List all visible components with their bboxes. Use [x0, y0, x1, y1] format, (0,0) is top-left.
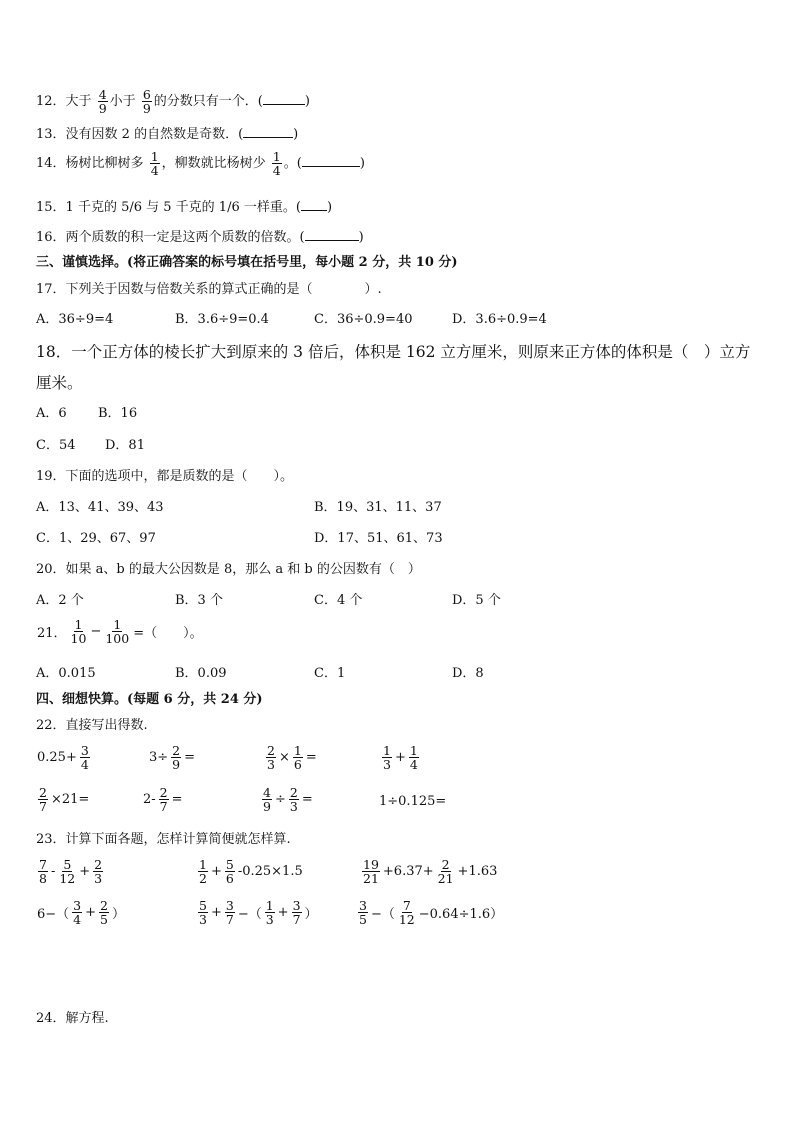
- option-c[interactable]: C．1: [314, 666, 346, 681]
- fraction: $\frac{6}{9}$: [142, 87, 151, 117]
- fraction: $\frac{2}{3}$: [267, 743, 275, 773]
- option-d[interactable]: D．8: [452, 666, 484, 681]
- calc-item: $\frac{1}{2}$ + $\frac{5}{6}$ -0.25×1.5: [199, 857, 303, 887]
- option-b[interactable]: B．3 个: [175, 593, 223, 608]
- fraction: $\frac{7}{12}$: [398, 898, 415, 928]
- option-a[interactable]: A．2 个: [36, 593, 84, 608]
- option-a[interactable]: A．36÷9=4: [36, 312, 114, 327]
- fraction: $\frac{4}{9}$: [98, 87, 107, 117]
- answer-blank[interactable]: [302, 154, 360, 167]
- question-16: 16．两个质数的积一定是这两个质数的倍数。( ): [36, 230, 364, 245]
- fraction: $\frac{1}{4}$: [409, 743, 418, 773]
- option-d[interactable]: D．3.6÷0.9=4: [452, 312, 547, 327]
- option-b[interactable]: B．16: [98, 406, 138, 421]
- fraction: $\frac{2}{3}$: [94, 857, 103, 887]
- section-4-heading: 四、细想快算。(每题 6 分，共 24 分): [36, 692, 263, 707]
- fraction: $\frac{1}{3}$: [265, 898, 274, 928]
- calc-item: $\frac{2}{3}$ × $\frac{1}{6}$ =: [267, 743, 317, 773]
- fraction: $\frac{7}{8}$: [39, 857, 47, 887]
- question-20: 20．如果 a、b 的最大公因数是 8，那么 a 和 b 的公因数有（ ）: [36, 562, 421, 577]
- option-b[interactable]: B．3.6÷9=0.4: [175, 312, 269, 327]
- calc-item: $\frac{2}{7}$ ×21=: [39, 785, 90, 815]
- section-3-heading: 三、谨慎选择。(将正确答案的标号填在括号里，每小题 2 分，共 10 分): [36, 255, 458, 270]
- option-c[interactable]: C．54: [36, 438, 76, 453]
- calc-item: 1÷0.125=: [379, 794, 447, 809]
- fraction: $\frac{4}{9}$: [263, 785, 271, 815]
- option-c[interactable]: C．36÷0.9=40: [314, 312, 413, 327]
- question-14: 14．杨树比柳树多 $\frac{1}{4}$ ，柳数就比杨树少 $\frac{1}{4}$ 。( ): [36, 149, 365, 179]
- option-a[interactable]: A．6: [36, 406, 67, 421]
- option-c[interactable]: C．4 个: [314, 593, 363, 608]
- fraction: $\frac{2}{9}$: [172, 743, 181, 773]
- calc-item: $\frac{4}{9}$ ÷ $\frac{2}{3}$ =: [263, 785, 313, 815]
- question-22: 22．直接写出得数.: [36, 718, 148, 733]
- fraction: $\frac{2}{7}$: [39, 785, 47, 815]
- answer-blank[interactable]: [301, 198, 327, 211]
- question-13: 13．没有因数 2 的自然数是奇数．( ): [36, 127, 299, 142]
- calc-item: $\frac{3}{5}$ −（ $\frac{7}{12}$ −0.64÷1.6）: [359, 898, 504, 928]
- question-12: 12．大于 $\frac{4}{9}$ 小于 $\frac{6}{9}$ 的分数只有一个．( ): [36, 87, 310, 117]
- question-17: 17．下列关于因数与倍数关系的算式正确的是（ ）.: [36, 282, 382, 297]
- fraction: $\frac{1}{3}$: [383, 743, 391, 773]
- calc-item: $\frac{19}{21}$ +6.37+ $\frac{2}{21}$ +1.63: [363, 857, 498, 887]
- question-21: 21． $\frac{1}{10}$ − $\frac{1}{100}$ =（ ）。: [37, 617, 203, 647]
- fraction: $\frac{1}{6}$: [293, 743, 302, 773]
- fraction: $\frac{1}{4}$: [150, 149, 159, 179]
- answer-blank[interactable]: [263, 92, 305, 105]
- fraction: $\frac{3}{4}$: [80, 743, 89, 773]
- fraction: $\frac{3}{5}$: [359, 898, 367, 928]
- fraction: $\frac{3}{7}$: [292, 898, 301, 928]
- fraction: $\frac{1}{100}$: [105, 617, 130, 647]
- answer-blank[interactable]: [243, 125, 293, 138]
- fraction: $\frac{3}{7}$: [225, 898, 234, 928]
- calc-item: $\frac{5}{3}$ + $\frac{3}{7}$ −（ $\frac{1}{3}$ + $\frac{3}{7}$ ）: [199, 898, 318, 928]
- option-a[interactable]: A．13、41、39、43: [36, 500, 164, 515]
- fraction: $\frac{2}{7}$: [159, 785, 168, 815]
- question-15: 15．1 千克的 5/6 与 5 千克的 1/6 一样重。( ): [36, 200, 333, 215]
- question-23: 23．计算下面各题，怎样计算简便就怎样算.: [36, 832, 291, 847]
- calc-item: 0.25+ $\frac{3}{4}$: [37, 743, 89, 773]
- fraction: $\frac{1}{2}$: [199, 857, 207, 887]
- calc-item: 3÷ $\frac{2}{9}$ =: [149, 743, 196, 773]
- fraction: $\frac{5}{3}$: [199, 898, 207, 928]
- fraction: $\frac{1}{10}$: [70, 617, 87, 647]
- question-18-line-2: 厘米。: [36, 374, 83, 392]
- question-18-line-1: 18．一个正方体的棱长扩大到原来的 3 倍后，体积是 162 立方厘米，则原来正方体的体积是（ ）立方: [36, 343, 751, 361]
- fraction: $\frac{19}{21}$: [363, 857, 379, 887]
- option-d[interactable]: D．81: [105, 438, 145, 453]
- fraction: $\frac{2}{3}$: [289, 785, 298, 815]
- fraction: $\frac{3}{4}$: [73, 898, 82, 928]
- fraction: $\frac{2}{21}$: [437, 857, 454, 887]
- option-d[interactable]: D．17、51、61、73: [314, 531, 443, 546]
- option-b[interactable]: B．0.09: [175, 666, 227, 681]
- fraction: $\frac{1}{4}$: [272, 149, 281, 179]
- calc-item: $\frac{1}{3}$ + $\frac{1}{4}$: [383, 743, 418, 773]
- answer-blank[interactable]: [305, 228, 359, 241]
- calc-item: $\frac{7}{8}$ - $\frac{5}{12}$ + $\frac{2}{3}$: [39, 857, 103, 887]
- option-b[interactable]: B．19、31、11、37: [314, 500, 442, 515]
- fraction: $\frac{2}{5}$: [100, 898, 108, 928]
- calc-item: 6−（ $\frac{3}{4}$ + $\frac{2}{5}$ ）: [37, 898, 125, 928]
- option-a[interactable]: A．0.015: [36, 666, 96, 681]
- question-19: 19．下面的选项中，都是质数的是（ ）。: [36, 469, 294, 484]
- fraction: $\frac{5}{6}$: [225, 857, 234, 887]
- calc-item: 2- $\frac{2}{7}$ =: [143, 785, 183, 815]
- fraction: $\frac{5}{12}$: [59, 857, 76, 887]
- question-24: 24．解方程.: [36, 1011, 109, 1026]
- option-d[interactable]: D．5 个: [452, 593, 501, 608]
- option-c[interactable]: C．1、29、67、97: [36, 531, 156, 546]
